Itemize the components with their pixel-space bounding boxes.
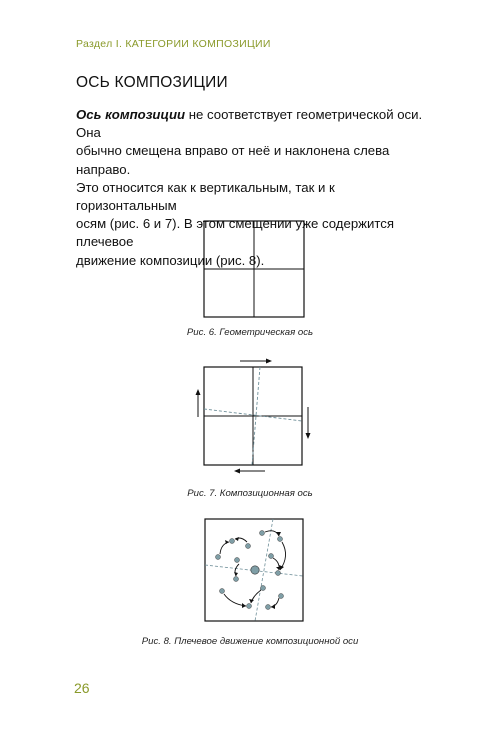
figure-compositional-axis xyxy=(190,355,325,475)
figure-8-caption: Рис. 8. Плечевое движение композиционной оси xyxy=(141,636,359,647)
section-heading: ОСЬ КОМПОЗИЦИИ xyxy=(76,74,228,91)
figure-7-caption: Рис. 7. Композиционная ось xyxy=(187,488,313,499)
running-head: Раздел I. КАТЕГОРИИ КОМПОЗИЦИИ xyxy=(76,38,271,50)
paragraph-line-2: обычно смещена вправо от неё и наклонена слева направо. xyxy=(76,143,390,177)
figure-shoulder-motion xyxy=(195,512,315,627)
paragraph-line-4: осям (рис. 6 и 7). В этом смещении уже содержится плечевое xyxy=(76,216,394,250)
paragraph-line-1: не соответствует геометрической оси. Она xyxy=(76,107,423,141)
figure-6-caption: Рис. 6. Геометрическая ось xyxy=(186,327,314,338)
paragraph-term: Ось композиции xyxy=(76,107,186,122)
paragraph-line-5: движение композиции (рис. 8). xyxy=(76,252,265,268)
figure-geometric-axis xyxy=(200,217,310,322)
paragraph-line-3: Это относится как к вертикальным, так и к горизонтальным xyxy=(76,179,335,214)
page-number: 26 xyxy=(74,680,90,696)
